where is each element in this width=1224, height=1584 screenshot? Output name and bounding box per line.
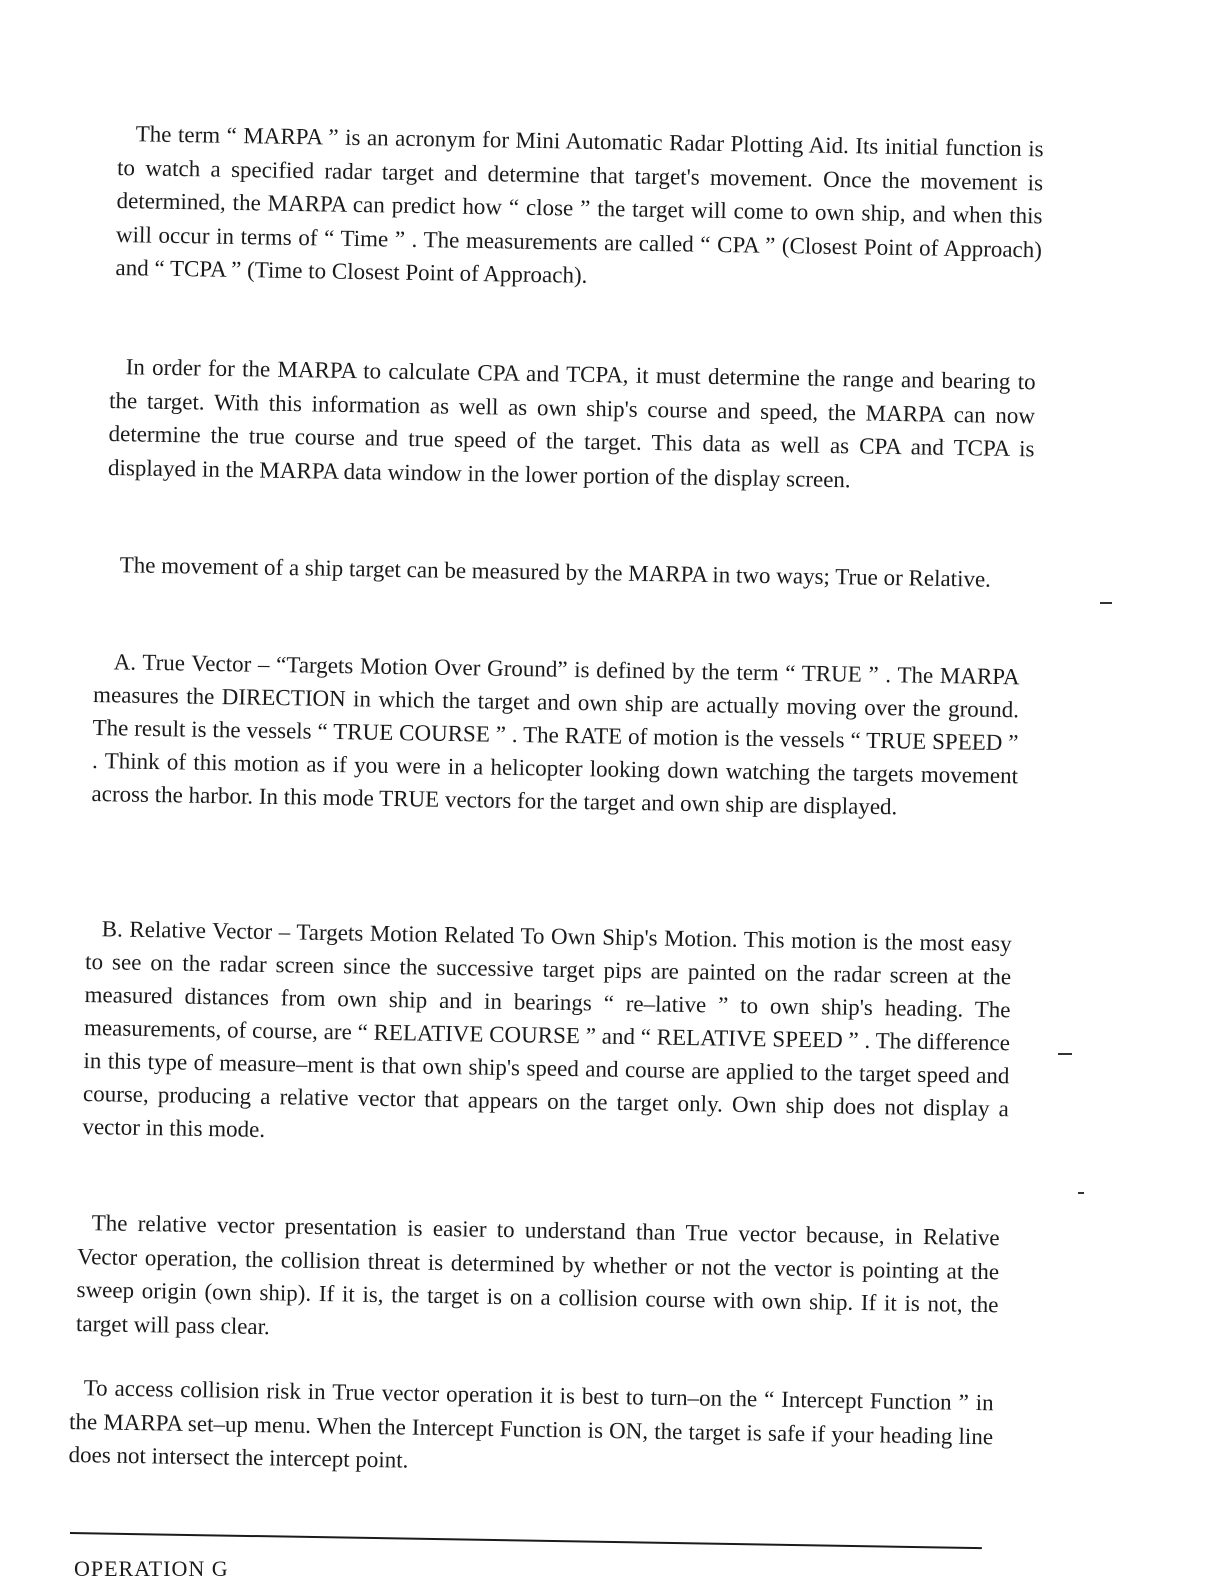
margin-mark — [1058, 1053, 1072, 1055]
paragraph-intercept-function: To access collision risk in True vector operation it is best to turn–on the “ Intercept Function ” in the MARPA set–up menu. When the Intercept Function is ON, the target is safe if your heading line does not intersect the intercept point. — [68, 1375, 994, 1473]
paragraph-marpa-definition: The term “ MARPA ” is an acronym for Mini Automatic Radar Plotting Aid. Its initial function is to watch a specified radar target and determine that target's movement. Once the movement is determined, the MARPA can predict how “ close ” the target will come to own ship, and when this will occur in terms of “ Time ” . The measurements are called “ CPA ” (Closest Point of Approach) and “ TCPA ” (Time to Closest Point of Approach). — [115, 121, 1044, 288]
paragraph-cpa-tcpa-calculation: In order for the MARPA to calculate CPA and TCPA, it must determine the range and bearing to the target. With this information as well as own ship's course and speed, the MARPA can now determine the true course and true speed of the target. This data as well as CPA and TCPA is displayed in the MARPA data window in the lower portion of the display screen. — [107, 354, 1036, 492]
margin-mark — [1100, 602, 1112, 604]
footer-divider — [70, 1532, 982, 1549]
page-footer: OPERATION G — [74, 1556, 229, 1581]
paragraph-relative-vector-advantage: The relative vector presentation is easier to understand than True vector because, in Relative Vector operation, the collision threat is determined by whether or not the vector is pointing at the sweep origin (own ship). If it is, the target is on a collision course with own ship. If it is not, the target will pass clear. — [75, 1210, 1000, 1339]
paragraph-measurement-modes: The movement of a ship target can be measured by the MARPA in two ways; True or Relative. — [119, 552, 992, 592]
margin-mark — [1078, 1192, 1084, 1194]
paragraph-relative-vector: B. Relative Vector – Targets Motion Related To Own Ship's Motion. This motion is the most easy to see on the radar screen since the successive target pips are painted on the radar screen at the measured distances from own ship and in bearings “ re–lative ” to own ship's heading. The measurements, of course, are “ RELATIVE COURSE ” and “ RELATIVE SPEED ” . The difference in this type of measure–ment is that own ship's speed and course are applied to the target speed and course, producing a relative vector that appears on the target only. Own ship does not display a vector in this mode. — [82, 916, 1012, 1142]
paragraph-true-vector: A. True Vector – “Targets Motion Over Ground” is defined by the term “ TRUE ” . The MARPA measures the DIRECTION in which the target and own ship are actually moving over the ground. The result is the vessels “ TRUE COURSE ” . The RATE of motion is the vessels “ TRUE SPEED ” . Think of this motion as if you were in a helicopter looking down watching the targets movement across the harbor. In this mode TRUE vectors for the target and own ship are displayed. — [91, 649, 1020, 820]
